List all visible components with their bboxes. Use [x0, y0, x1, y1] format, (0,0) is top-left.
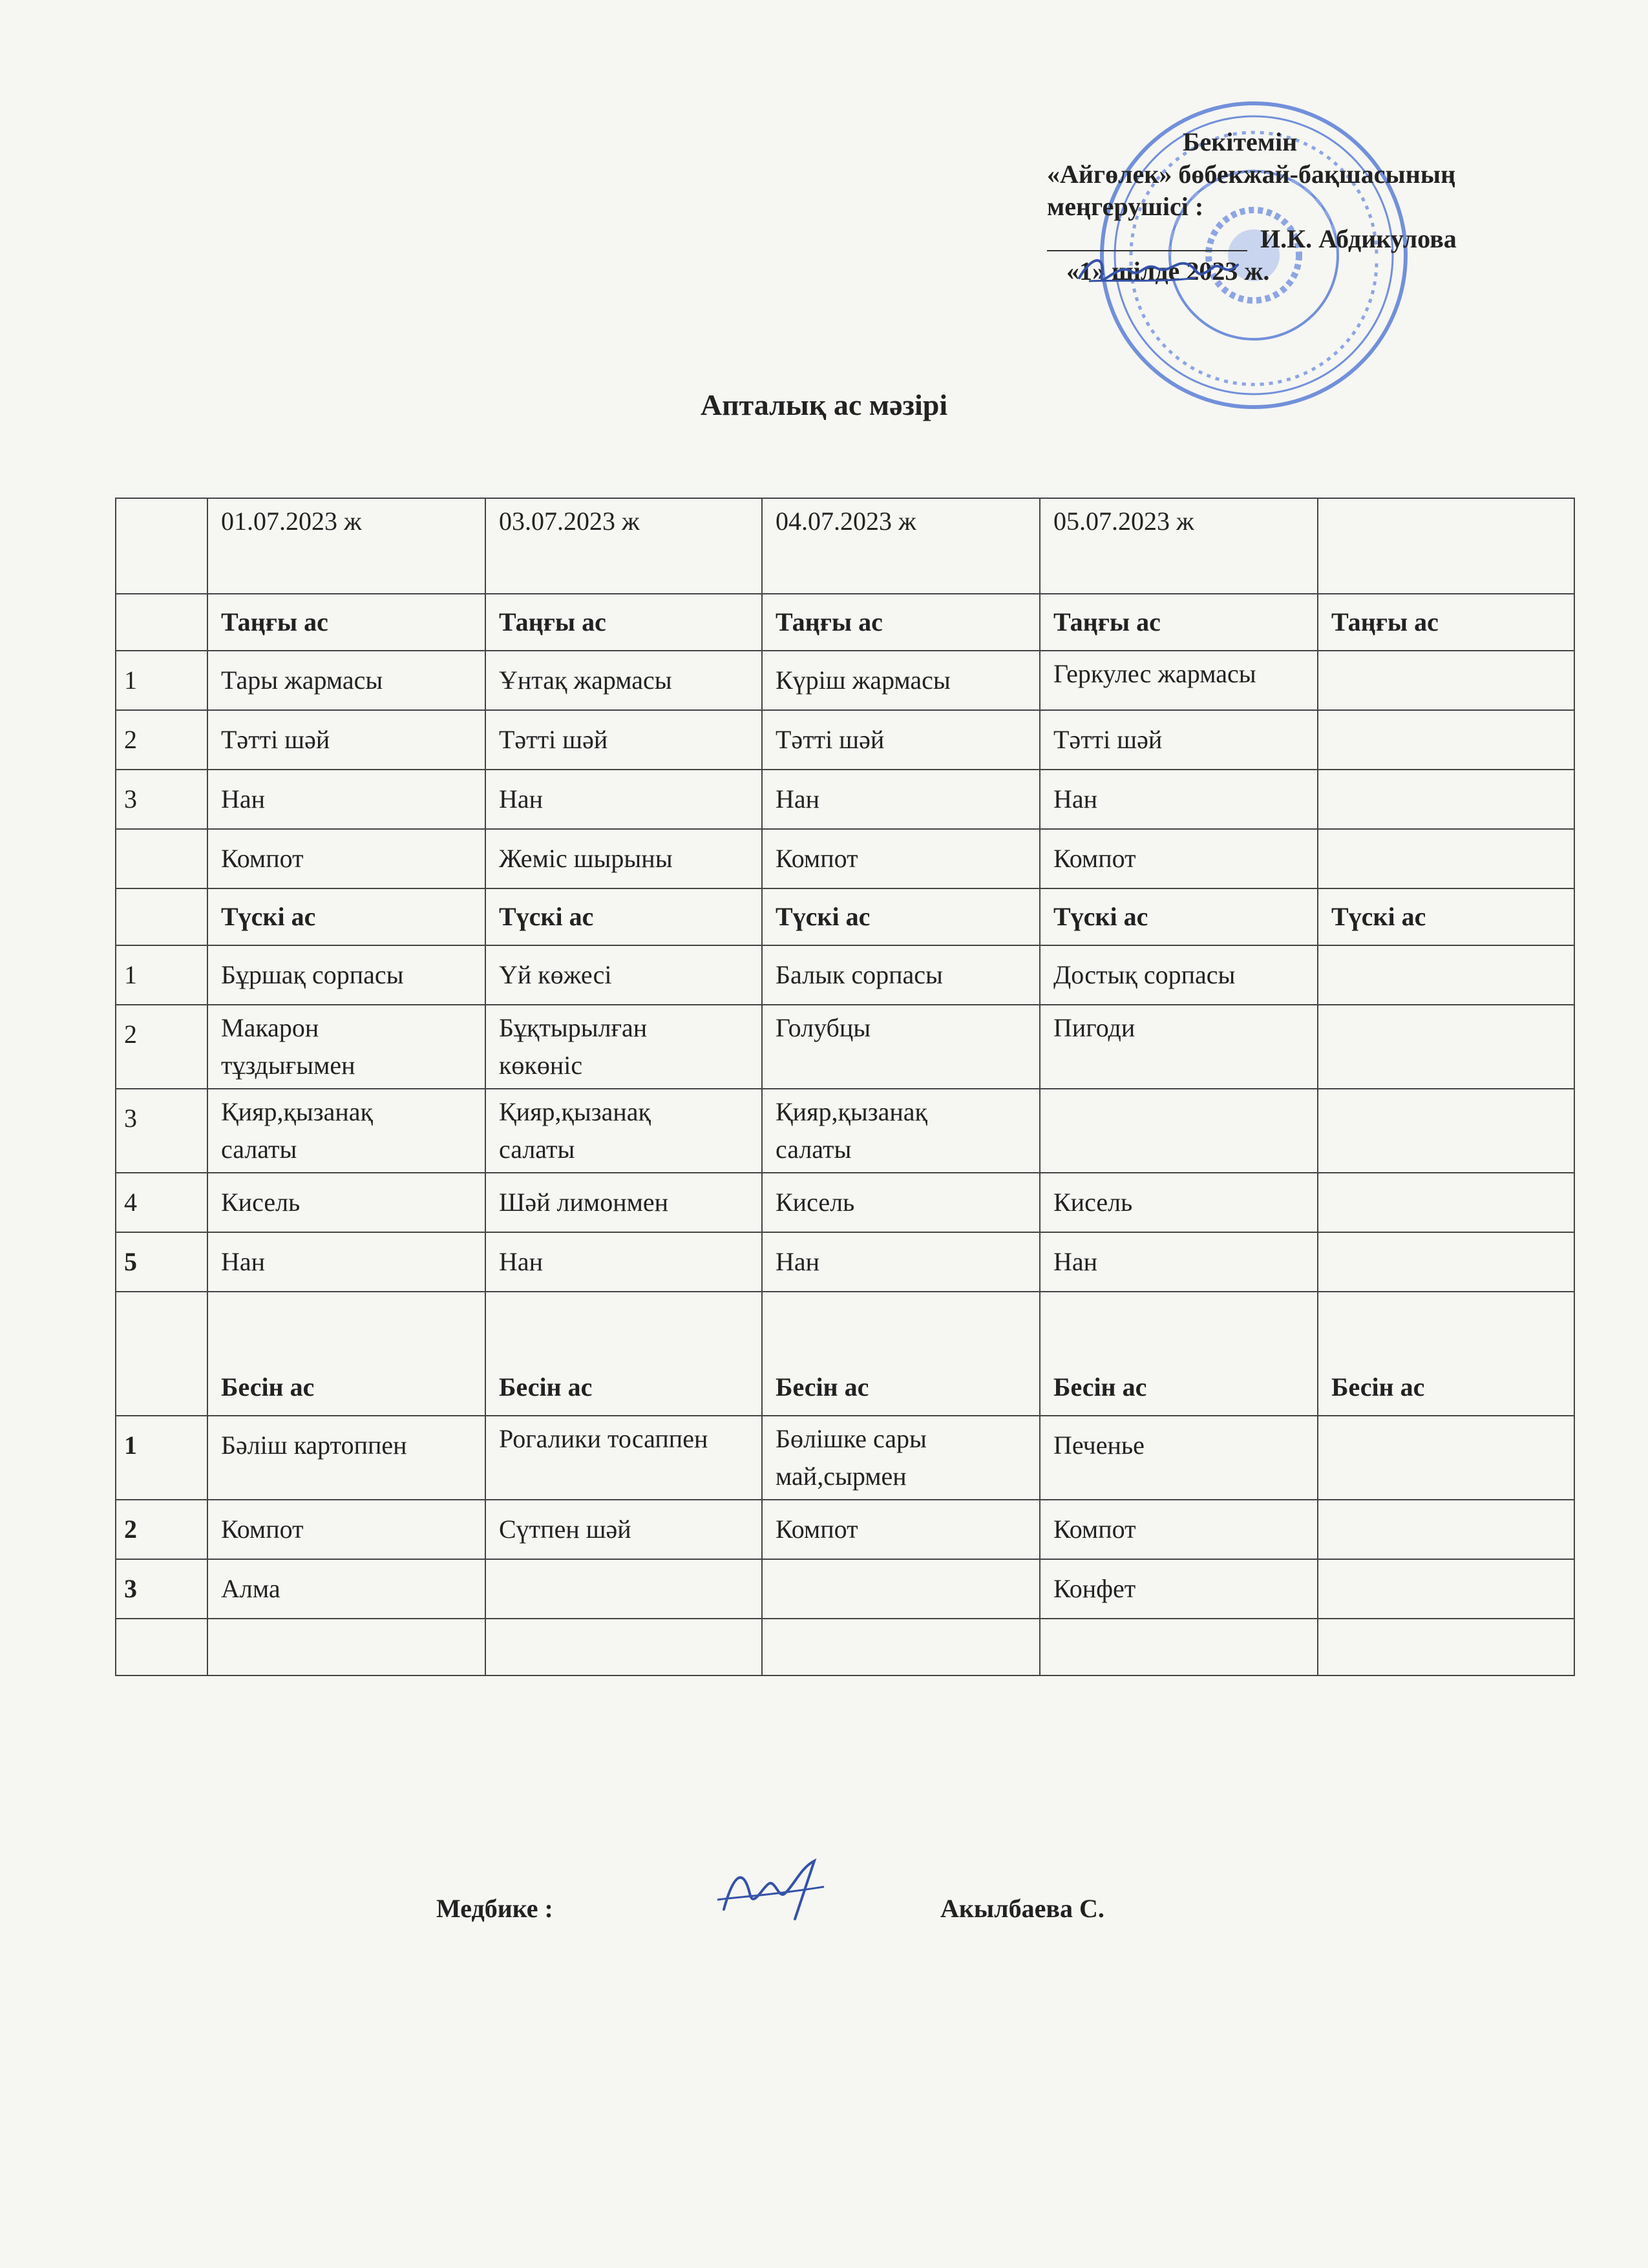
date-cell: 01.07.2023 ж: [207, 498, 485, 594]
table-cell: Ұнтақ жармасы: [485, 651, 762, 710]
row-number: 3: [116, 770, 207, 829]
table-cell: Шәй лимонмен: [485, 1173, 762, 1232]
table-cell: Нан: [1040, 1232, 1318, 1292]
table-cell: Пигоди: [1040, 1005, 1318, 1089]
director-signature: [1066, 242, 1247, 300]
nurse-signature: [704, 1848, 840, 1932]
table-row: [116, 1559, 1574, 1619]
table-cell: Компот: [762, 829, 1040, 888]
table-cell: Кисель: [1040, 1173, 1318, 1232]
table-cell: [762, 1559, 1040, 1619]
table-cell: [1318, 829, 1574, 888]
approval-institution: «Айгөлек» бөбекжай-бақшасының: [1047, 160, 1456, 189]
table-cell: Компот: [1040, 1500, 1318, 1559]
table-row: [116, 710, 1574, 770]
meal-heading: Түскі ас: [1040, 888, 1318, 945]
table-cell: Нан: [1040, 770, 1318, 829]
table-row-empty: [116, 1619, 1574, 1675]
table-cell: [1040, 1089, 1318, 1173]
table-cell: Үй көжесі: [485, 945, 762, 1005]
approval-position: меңгерушісі :: [1047, 192, 1204, 221]
breakfast-header-row: [116, 594, 1574, 651]
table-row: [116, 1416, 1574, 1500]
meal-heading: Түскі ас: [1318, 888, 1574, 945]
table-cell: Макарон тұздығымен: [207, 1005, 485, 1089]
row-number: 3: [116, 1089, 207, 1173]
table-row: [116, 770, 1574, 829]
table-cell: Нан: [762, 1232, 1040, 1292]
table-cell: Геркулес жармасы: [1040, 651, 1318, 710]
table-cell: Тәтті шәй: [485, 710, 762, 770]
table-row: [116, 1089, 1574, 1173]
table-cell: Компот: [1040, 829, 1318, 888]
table-cell: Достық сорпасы: [1040, 945, 1318, 1005]
table-row: [116, 945, 1574, 1005]
table-cell: Нан: [485, 1232, 762, 1292]
table-cell: Қияр,қызанақ салаты: [207, 1089, 485, 1173]
table-cell: Нан: [485, 770, 762, 829]
lunch-header-row: [116, 888, 1574, 945]
row-number: 2: [116, 1500, 207, 1559]
table-cell: Сүтпен шәй: [485, 1500, 762, 1559]
table-cell: Алма: [207, 1559, 485, 1619]
row-number: 1: [116, 1416, 207, 1500]
table-row: [116, 1005, 1574, 1089]
table-cell: Рогалики тосаппен: [485, 1416, 762, 1500]
table-cell: [1040, 1619, 1318, 1675]
table-cell: Печенье: [1040, 1416, 1318, 1500]
row-number: 2: [116, 1005, 207, 1089]
approval-date: «1» шілде 2023 ж.: [1066, 257, 1270, 286]
table-cell: Күріш жармасы: [762, 651, 1040, 710]
table-cell: Тәтті шәй: [762, 710, 1040, 770]
table-cell: [1318, 945, 1574, 1005]
table-cell: [116, 498, 207, 594]
row-number: 4: [116, 1173, 207, 1232]
table-cell: [1318, 1416, 1574, 1500]
table-cell: Кисель: [207, 1173, 485, 1232]
table-cell: Нан: [207, 770, 485, 829]
table-cell: Қияр,қызанақ салаты: [762, 1089, 1040, 1173]
table-row: [116, 829, 1574, 888]
snack-header-row: [116, 1292, 1574, 1416]
table-cell: Кисель: [762, 1173, 1040, 1232]
table-cell: [116, 1619, 207, 1675]
table-cell: [1318, 710, 1574, 770]
table-cell: [1318, 1559, 1574, 1619]
table-cell: Компот: [207, 829, 485, 888]
table-cell: [1318, 651, 1574, 710]
meal-heading: Таңғы ас: [1040, 594, 1318, 651]
table-cell: [1318, 1232, 1574, 1292]
meal-heading: Түскі ас: [762, 888, 1040, 945]
table-cell: Балык сорпасы: [762, 945, 1040, 1005]
table-cell: Конфет: [1040, 1559, 1318, 1619]
table-cell: [116, 1292, 207, 1416]
table-cell: [485, 1559, 762, 1619]
nurse-role: Медбике :: [436, 1894, 553, 1923]
table-cell: Бәліш картоппен: [207, 1416, 485, 1500]
table-cell: [1318, 1500, 1574, 1559]
table-cell: [207, 1619, 485, 1675]
table-cell: [762, 1619, 1040, 1675]
table-cell: Тары жармасы: [207, 651, 485, 710]
table-cell: Бөлішке сары май,сырмен: [762, 1416, 1040, 1500]
table-cell: [1318, 1005, 1574, 1089]
table-row: [116, 1232, 1574, 1292]
table-cell: [1318, 770, 1574, 829]
meal-heading: Бесін ас: [1040, 1292, 1318, 1416]
weekly-menu-table: [115, 498, 1575, 1676]
row-number: 5: [116, 1232, 207, 1292]
table-cell: Бұқтырылған көкөніс: [485, 1005, 762, 1089]
meal-heading: Түскі ас: [207, 888, 485, 945]
table-cell: Компот: [762, 1500, 1040, 1559]
table-cell: Бұршақ сорпасы: [207, 945, 485, 1005]
approval-name: И.К. Абдикулова: [1260, 224, 1457, 253]
row-number: 3: [116, 1559, 207, 1619]
table-cell: [1318, 1089, 1574, 1173]
table-cell: Жеміс шырыны: [485, 829, 762, 888]
row-number: [116, 829, 207, 888]
meal-heading: Таңғы ас: [762, 594, 1040, 651]
date-cell: [1318, 498, 1574, 594]
date-cell: 05.07.2023 ж: [1040, 498, 1318, 594]
nurse-name: Акылбаева С.: [940, 1894, 1104, 1923]
row-number: 1: [116, 651, 207, 710]
meal-heading: Бесін ас: [207, 1292, 485, 1416]
meal-heading: Таңғы ас: [485, 594, 762, 651]
meal-heading: Бесін ас: [1318, 1292, 1574, 1416]
table-cell: Тәтті шәй: [207, 710, 485, 770]
meal-heading: Бесін ас: [485, 1292, 762, 1416]
table-cell: Қияр,қызанақ салаты: [485, 1089, 762, 1173]
table-cell: Компот: [207, 1500, 485, 1559]
table-cell: [1318, 1173, 1574, 1232]
table-cell: Голубцы: [762, 1005, 1040, 1089]
row-number: 1: [116, 945, 207, 1005]
table-cell: [485, 1619, 762, 1675]
table-cell: Тәтті шәй: [1040, 710, 1318, 770]
table-cell: [1318, 1619, 1574, 1675]
meal-heading: Таңғы ас: [1318, 594, 1574, 651]
table-row: [116, 651, 1574, 710]
table-cell: [116, 888, 207, 945]
date-header-row: [116, 498, 1574, 594]
meal-heading: Таңғы ас: [207, 594, 485, 651]
meal-heading: Түскі ас: [485, 888, 762, 945]
row-number: 2: [116, 710, 207, 770]
page-title: Апталық ас мәзірі: [700, 388, 948, 421]
approval-heading: Бекітемін: [1183, 127, 1298, 156]
table-row: [116, 1173, 1574, 1232]
date-cell: 04.07.2023 ж: [762, 498, 1040, 594]
date-cell: 03.07.2023 ж: [485, 498, 762, 594]
meal-heading: Бесін ас: [762, 1292, 1040, 1416]
table-cell: Нан: [762, 770, 1040, 829]
table-row: [116, 1500, 1574, 1559]
table-cell: Нан: [207, 1232, 485, 1292]
table-cell: [116, 594, 207, 651]
